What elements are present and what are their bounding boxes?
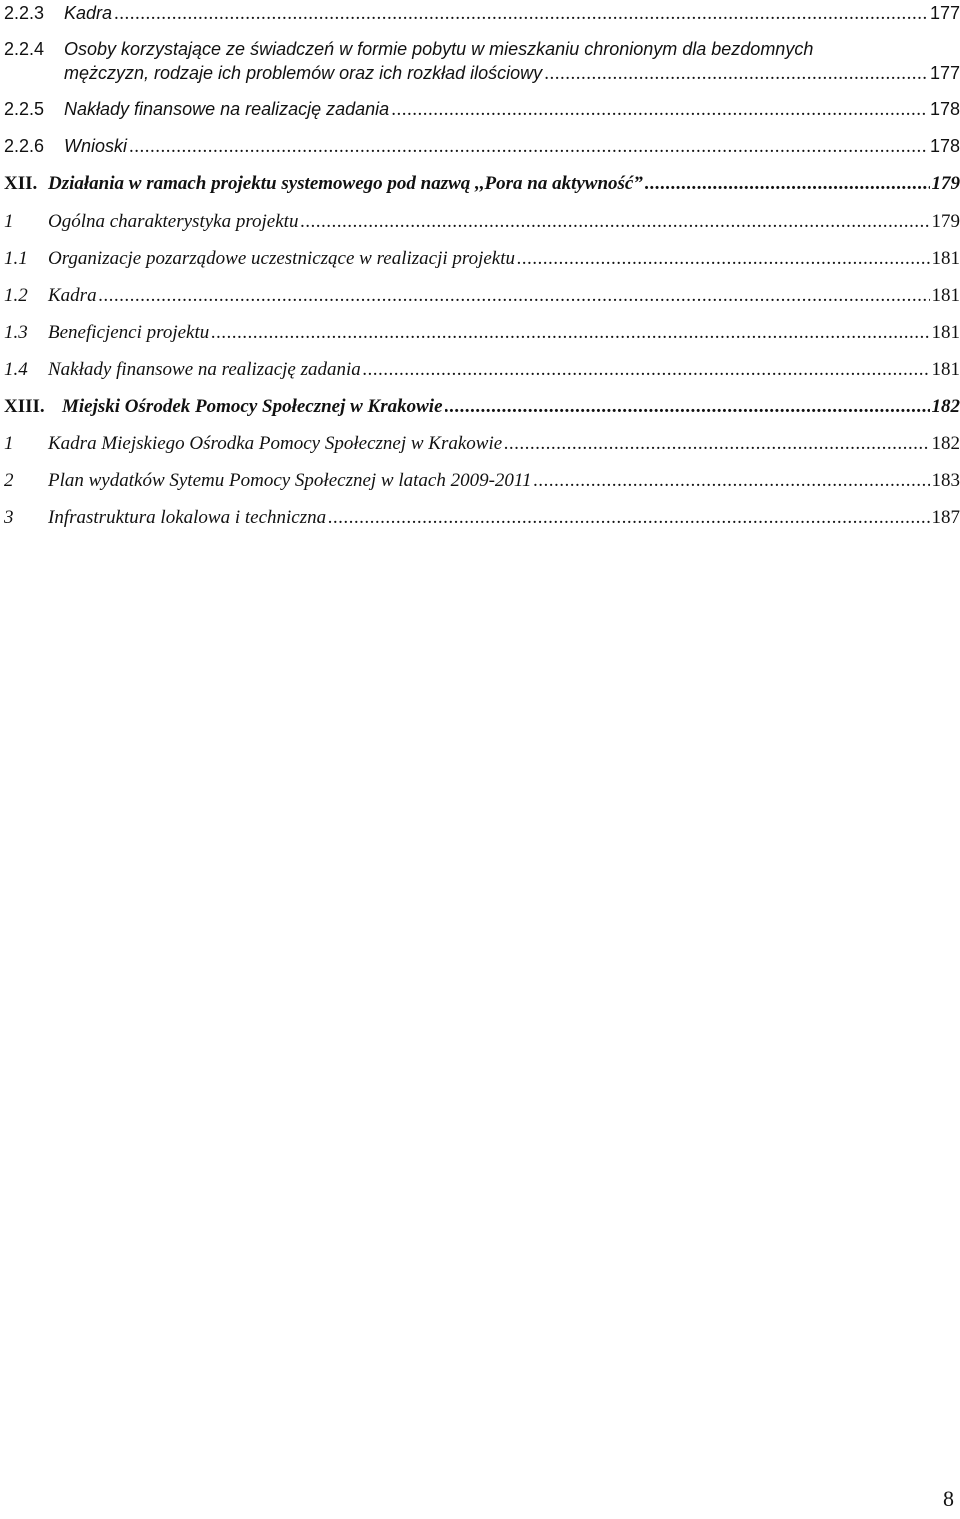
- toc-entry-number: 1.4: [4, 359, 28, 380]
- toc-entry-title: Kadra Miejskiego Ośrodka Pomocy Społecznej w Krakowie: [48, 433, 503, 454]
- toc-entry-title: Osoby korzystające ze świadczeń w formie pobytu w mieszkaniu chronionym dla bezdomnych: [64, 39, 814, 59]
- dot-leader: [544, 62, 928, 86]
- dot-leader: [99, 284, 930, 308]
- toc-entry-2-2-3[interactable]: [4, 1, 960, 25]
- toc-entry-title: Działania w ramach projektu systemowego pod nazwą ,,Pora na aktywność”: [48, 173, 643, 194]
- toc-entry-page: 182: [931, 396, 960, 417]
- toc-entry-page: 179: [931, 211, 960, 232]
- toc-entry-xiii-1[interactable]: [4, 432, 960, 456]
- toc-entry-page: 181: [931, 248, 960, 269]
- dot-leader: [129, 135, 928, 159]
- toc-entry-page: 183: [931, 470, 960, 491]
- toc-entry-title: Miejski Ośrodek Pomocy Społecznej w Krakowie: [62, 396, 443, 417]
- toc-entry-xiii-2[interactable]: [4, 469, 960, 493]
- toc-entry-xii-1-3[interactable]: [4, 321, 960, 345]
- toc-entry-number: 2.2.5: [4, 99, 45, 119]
- toc-entry-title: Ogólna charakterystyka projektu: [48, 211, 299, 232]
- toc-entry-page: 187: [931, 507, 960, 528]
- toc-entry-number: 2.2.3: [4, 3, 45, 23]
- dot-leader: [445, 395, 930, 419]
- toc-entry-title: Nakłady finansowe na realizację zadania: [48, 359, 361, 380]
- toc-entry-number: 1: [4, 433, 14, 454]
- toc-entry-title: Nakłady finansowe na realizację zadania: [64, 99, 390, 119]
- page-number: 8: [943, 1486, 954, 1511]
- toc-entry-xii-1-4[interactable]: [4, 358, 960, 382]
- toc-entry-number: 1: [4, 211, 14, 232]
- toc-entry-number: 1.3: [4, 322, 28, 343]
- toc-entry-xii-1-1[interactable]: [4, 247, 960, 271]
- toc-entry-chapter-xii[interactable]: [4, 172, 960, 196]
- dot-leader: [328, 506, 929, 530]
- toc-entry-page: 178: [929, 99, 960, 119]
- toc-entry-page: 181: [931, 322, 960, 343]
- toc-entry-chapter-xiii[interactable]: [4, 395, 960, 419]
- toc-entry-title: Kadra: [48, 285, 97, 306]
- dot-leader: [504, 432, 929, 456]
- toc-entry-xii-1[interactable]: [4, 210, 960, 234]
- toc-entry-title: Plan wydatków Sytemu Pomocy Społecznej w latach 2009-2011: [48, 470, 532, 491]
- toc-entry-page: 179: [931, 173, 960, 194]
- toc-entry-page: 177: [929, 63, 960, 83]
- toc-entry-2-2-5[interactable]: [4, 97, 960, 121]
- toc-entry-title: Infrastruktura lokalowa i techniczna: [48, 507, 327, 528]
- dot-leader: [114, 2, 928, 26]
- toc-entry-number: 1.1: [4, 248, 28, 269]
- toc-entry-page: 178: [929, 136, 960, 156]
- toc-entry-page: 181: [931, 285, 960, 306]
- toc-entry-page: 182: [931, 433, 960, 454]
- dot-leader: [534, 469, 930, 493]
- toc-entry-title: Organizacje pozarządowe uczestniczące w realizacji projektu: [48, 248, 516, 269]
- toc-entry-2-2-6[interactable]: [4, 134, 960, 158]
- toc-entry-number: 2.2.4: [4, 39, 45, 59]
- toc-entry-page: 181: [931, 359, 960, 380]
- dot-leader: [363, 358, 930, 382]
- toc-entry-page: 177: [929, 3, 960, 23]
- dot-leader: [517, 247, 929, 271]
- toc-entry-number: 1.2: [4, 285, 28, 306]
- dot-leader: [300, 210, 929, 234]
- toc-entry-2-2-4[interactable]: [4, 37, 960, 85]
- toc-entry-number: XII.: [4, 173, 38, 194]
- dot-leader: [391, 98, 928, 122]
- toc-entry-xii-1-2[interactable]: [4, 284, 960, 308]
- dot-leader: [645, 172, 930, 196]
- toc-entry-number: XIII.: [4, 396, 45, 417]
- toc-entry-title: Wnioski: [64, 136, 128, 156]
- toc-entry-number: 3: [4, 507, 14, 528]
- toc-entry-title: Kadra: [64, 3, 113, 23]
- toc-entry-title-continued: mężczyzn, rodzaje ich problemów oraz ich rozkład ilościowy: [64, 63, 543, 83]
- toc-entry-xiii-3[interactable]: [4, 506, 960, 530]
- toc-entry-title: Beneficjenci projektu: [48, 322, 210, 343]
- dot-leader: [211, 321, 929, 345]
- toc-entry-number: 2: [4, 470, 14, 491]
- toc-entry-number: 2.2.6: [4, 136, 45, 156]
